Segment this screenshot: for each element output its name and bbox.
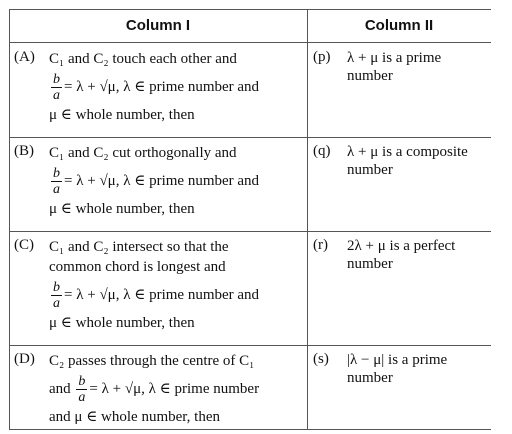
- statement-line: C₁ and C₂ intersect so that the: [49, 239, 229, 255]
- statement-line: C₁ and C₂ cut orthogonally and: [49, 145, 237, 161]
- row-divider: [9, 137, 491, 138]
- fraction-denominator: a: [78, 390, 86, 406]
- row-tag: (A): [14, 49, 35, 65]
- match-table: [9, 9, 491, 429]
- table-border-top: [9, 9, 491, 10]
- statement-line: μ ∈ whole number, then: [49, 315, 195, 331]
- option-tag: (s): [313, 351, 329, 367]
- row-divider: [9, 345, 491, 346]
- statement-line: C₂ passes through the centre of C₁: [49, 353, 255, 369]
- equation-line: [49, 277, 305, 313]
- statement-line: common chord is longest and: [49, 259, 226, 275]
- equation-line: [49, 371, 305, 407]
- equation-text: = λ + √μ, λ ∈ prime number and: [64, 173, 260, 189]
- fraction: [76, 374, 87, 405]
- equation-line: [49, 69, 305, 105]
- option-tag: (r): [313, 237, 328, 253]
- row-c-statement: [49, 237, 305, 333]
- row-tag: (C): [14, 237, 34, 253]
- option-tag: (q): [313, 143, 331, 159]
- statement-line: C₁ and C₂ touch each other and: [49, 51, 237, 67]
- row-d-statement: [49, 351, 305, 427]
- row-tag: (D): [14, 351, 35, 367]
- option-q-text: λ + μ is a composite number: [347, 144, 468, 178]
- fraction-denominator: a: [53, 296, 60, 312]
- option-r-text: 2λ + μ is a perfect number: [347, 238, 456, 272]
- fraction: [51, 166, 62, 197]
- equation-text: = λ + √μ, λ ∈ prime number: [89, 381, 260, 397]
- column-1-header: Column I: [125, 17, 191, 34]
- equation-text: = λ + √μ, λ ∈ prime number and: [64, 287, 260, 303]
- fraction: [51, 280, 62, 311]
- row-tag: (B): [14, 143, 34, 159]
- table-border-bottom: [9, 429, 491, 430]
- fraction: [51, 72, 62, 103]
- table-border-left: [9, 9, 10, 430]
- fraction-numerator: b: [78, 374, 86, 390]
- row-divider: [9, 231, 491, 232]
- statement-line: and μ ∈ whole number, then: [49, 409, 221, 425]
- row-a-statement: [49, 49, 305, 125]
- column-2-header: Column II: [364, 17, 434, 34]
- row-b-statement: [49, 143, 305, 219]
- fraction-numerator: b: [53, 166, 60, 182]
- fraction-numerator: b: [53, 280, 60, 296]
- fraction-denominator: a: [53, 88, 60, 104]
- equation-line: [49, 163, 305, 199]
- column-divider: [307, 9, 308, 430]
- statement-line: μ ∈ whole number, then: [49, 107, 195, 123]
- equation-text: = λ + √μ, λ ∈ prime number and: [64, 79, 260, 95]
- fraction-denominator: a: [53, 182, 60, 198]
- option-s-text: |λ − μ| is a prime number: [347, 352, 448, 386]
- equation-prefix: and: [49, 381, 71, 397]
- statement-line: μ ∈ whole number, then: [49, 201, 195, 217]
- fraction-numerator: b: [53, 72, 60, 88]
- option-p-text: λ + μ is a prime number: [347, 50, 442, 84]
- option-tag: (p): [313, 49, 331, 65]
